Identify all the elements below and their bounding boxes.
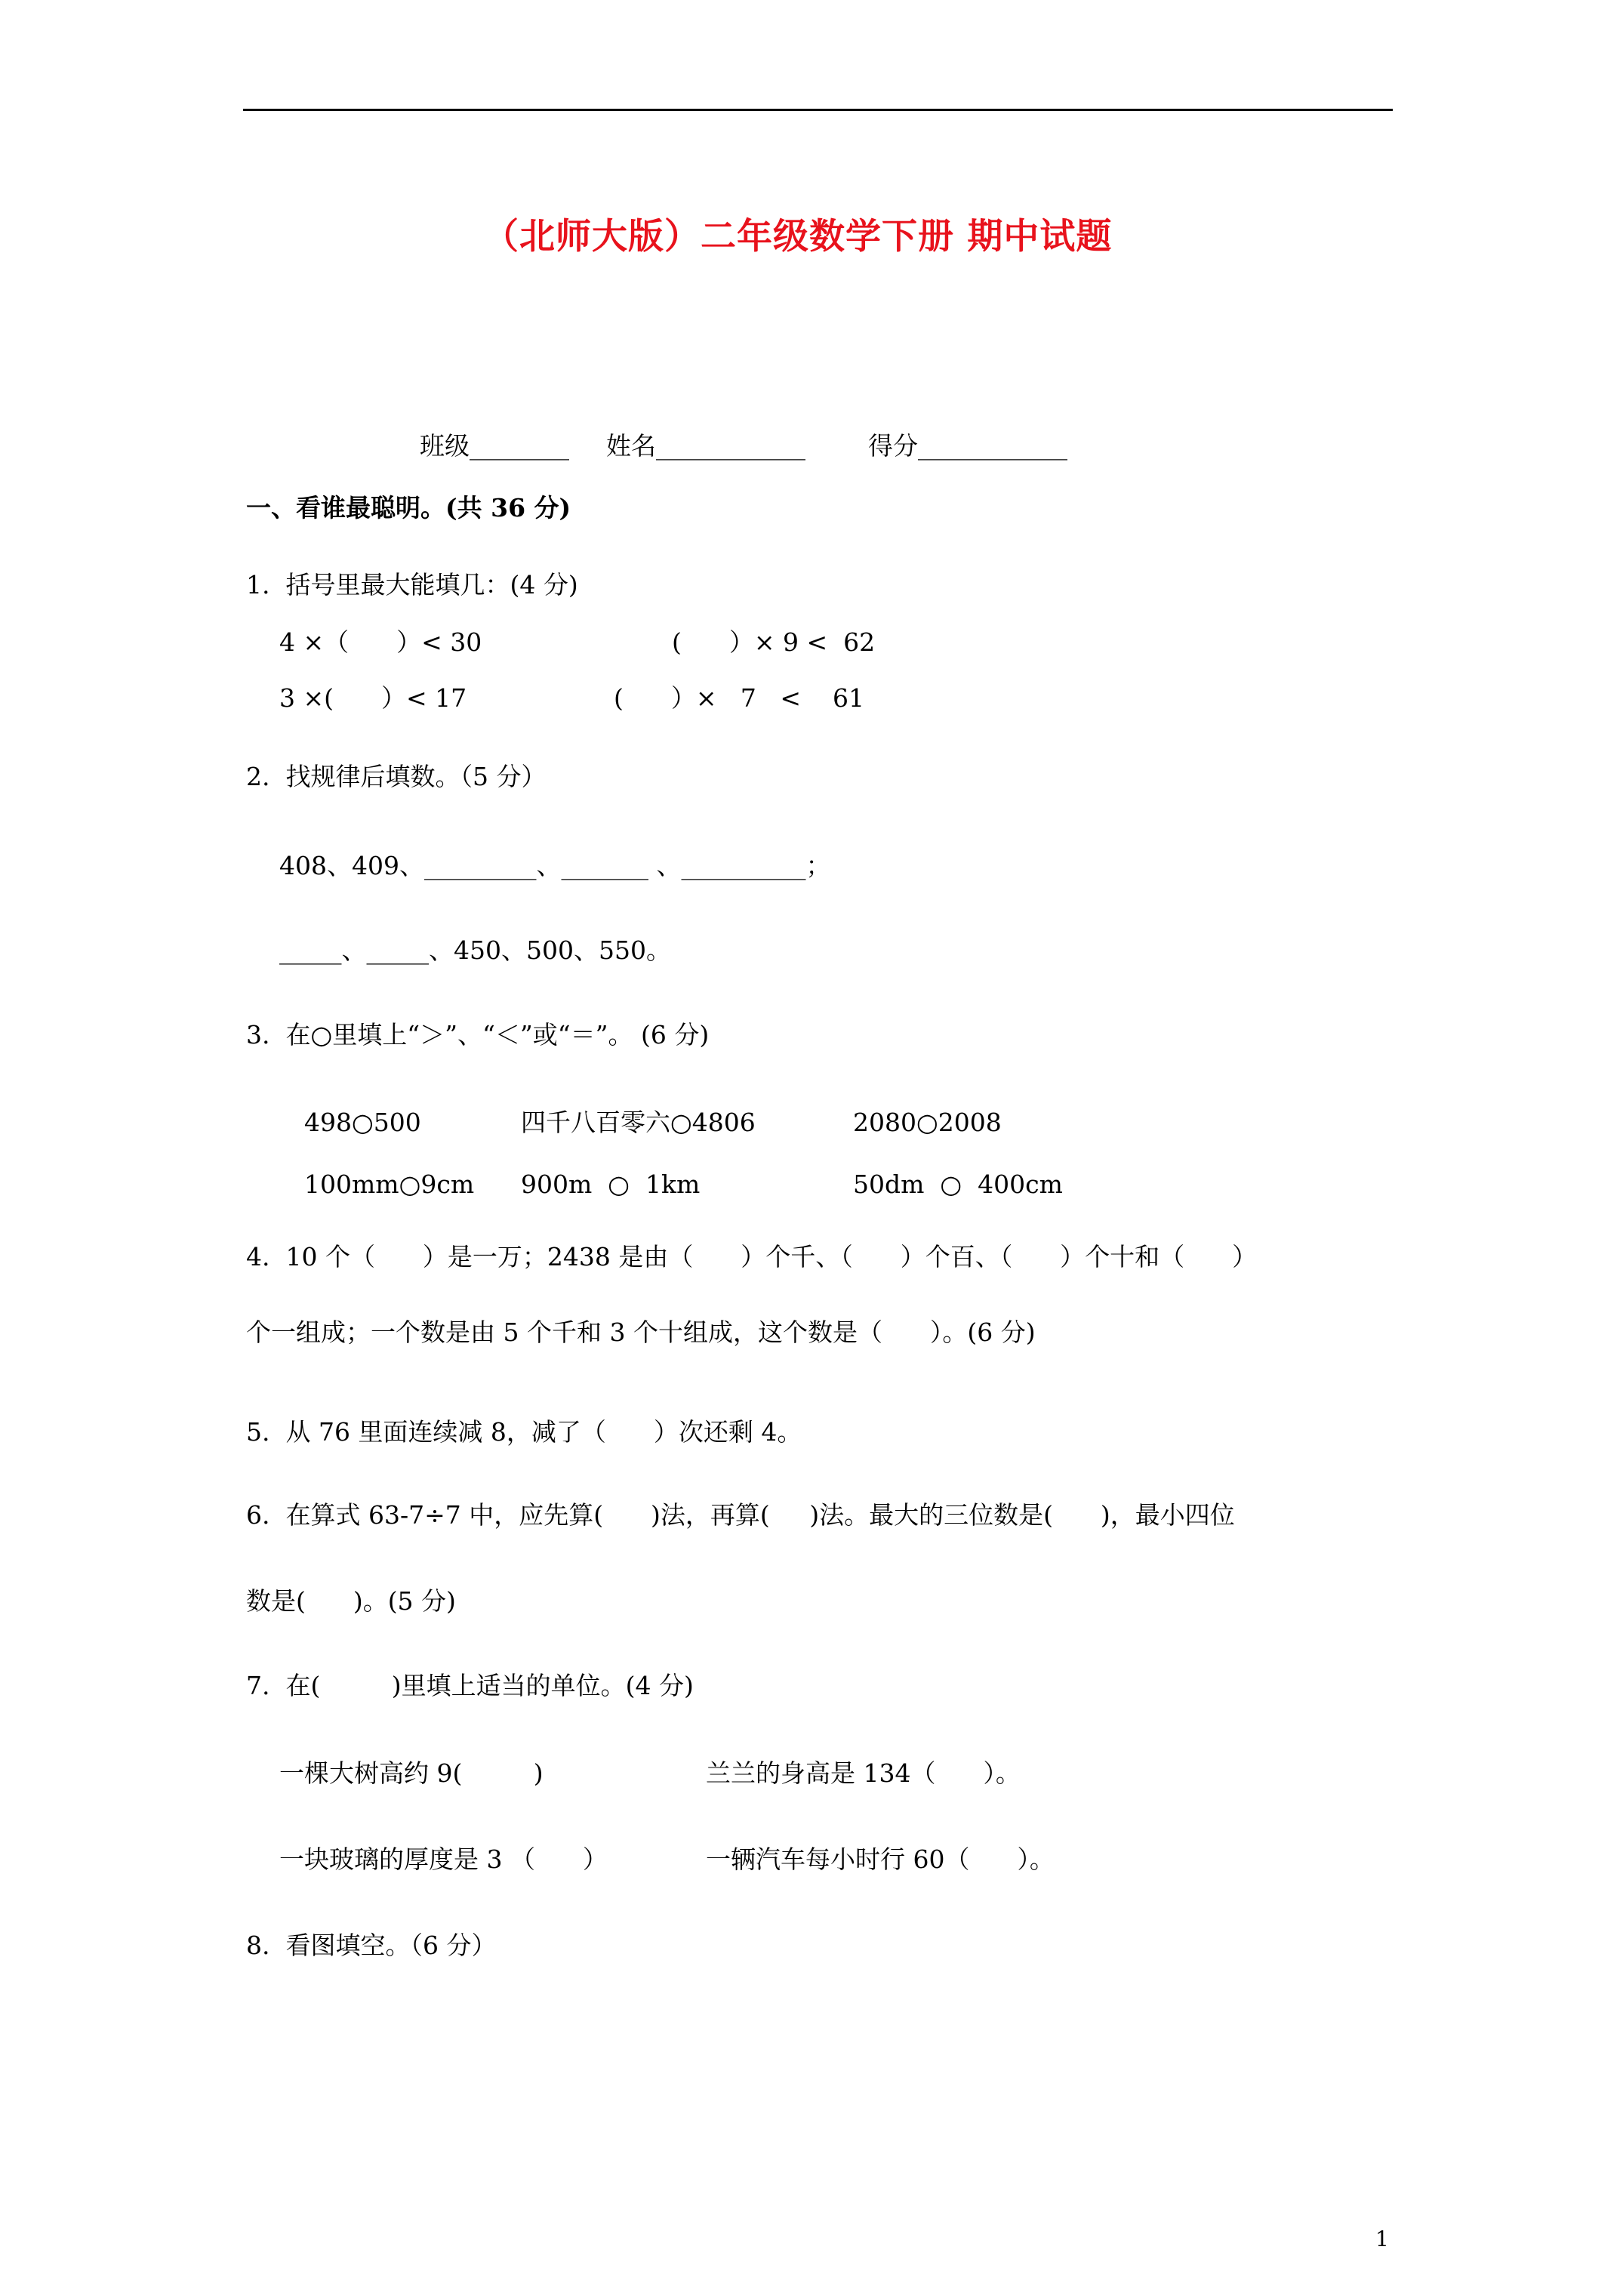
q3-item-5: 900m ○ 1km bbox=[521, 1170, 701, 1199]
q3-item-1: 498○500 bbox=[304, 1108, 421, 1137]
q3-item-2: 四千八百零六○4806 bbox=[521, 1108, 756, 1137]
header-rule bbox=[243, 109, 1393, 111]
q1-item-4: ( ）× 7 < 61 bbox=[614, 683, 864, 713]
q1-item-1: 4 ×（ ）< 30 bbox=[279, 627, 482, 657]
page-number: 1 bbox=[1375, 2227, 1389, 2251]
q7-item-2: 兰兰的身高是 134（ ）。 bbox=[706, 1758, 1021, 1788]
q1-item-3: 3 ×( ）< 17 bbox=[279, 683, 467, 713]
q7-item-3: 一块玻璃的厚度是 3 （ ） bbox=[279, 1845, 608, 1874]
section1-heading: 一、看谁最聪明。(共 36 分) bbox=[246, 493, 571, 522]
q3-item-4: 100mm○9cm bbox=[304, 1170, 475, 1199]
q2-prompt: 2. 找规律后填数。（5 分） bbox=[246, 762, 547, 791]
q1-prompt: 1. 括号里最大能填几：(4 分) bbox=[246, 570, 578, 599]
q4-line-1: 4. 10 个（ ）是一万；2438 是由（ ）个千、（ ）个百、（ ）个十和（ ） bbox=[246, 1242, 1258, 1271]
q4-line-2: 个一组成；一个数是由 5 个千和 3 个十组成，这个数是（ ）。(6 分) bbox=[246, 1318, 1036, 1347]
q7-item-4: 一辆汽车每小时行 60（ ）。 bbox=[706, 1845, 1055, 1874]
q3-item-6: 50dm ○ 400cm bbox=[853, 1170, 1063, 1199]
class-field: 班级________ bbox=[420, 431, 569, 461]
q3-item-3: 2080○2008 bbox=[853, 1108, 1002, 1137]
q5-prompt: 5. 从 76 里面连续减 8，减了（ ）次还剩 4。 bbox=[246, 1417, 802, 1447]
q2-sequence-1: 408、409、_________、_______ 、__________； bbox=[279, 851, 831, 880]
q8-prompt: 8. 看图填空。（6 分） bbox=[246, 1931, 497, 1960]
q7-prompt: 7. 在( )里填上适当的单位。(4 分) bbox=[246, 1671, 694, 1700]
q6-line-2: 数是( )。(5 分) bbox=[246, 1586, 456, 1616]
q6-line-1: 6. 在算式 63-7÷7 中，应先算( )法，再算( )法。最大的三位数是( )，最小四位 bbox=[246, 1500, 1235, 1530]
name-field: 姓名____________ bbox=[606, 431, 805, 461]
q1-item-2: ( ）× 9 < 62 bbox=[672, 627, 876, 657]
score-field: 得分____________ bbox=[868, 431, 1067, 461]
q7-item-1: 一棵大树高约 9( ) bbox=[279, 1758, 544, 1788]
q2-sequence-2: _____、_____、450、500、550。 bbox=[279, 935, 671, 965]
q3-prompt: 3. 在○里填上“＞”、“＜”或“＝”。 (6 分) bbox=[246, 1020, 710, 1049]
page-title: （北师大版）二年级数学下册 期中试题 bbox=[483, 216, 1113, 257]
